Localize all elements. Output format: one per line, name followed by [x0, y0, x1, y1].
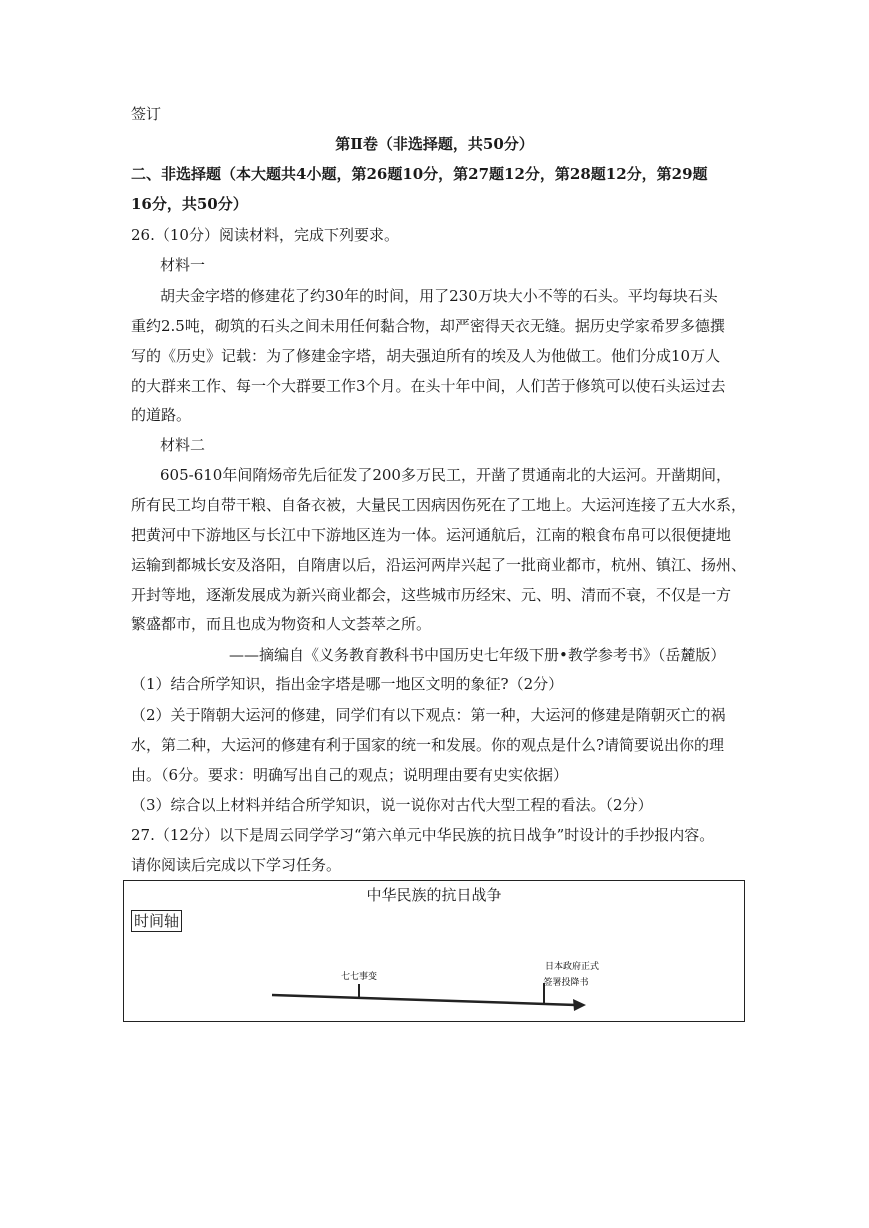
- q26-sub3: （3）综合以上材料并结合所学知识，说一说你对古代大型工程的看法。（2分）: [131, 796, 653, 814]
- timeline-event-marco-polo: 七七事变: [340, 972, 378, 982]
- material2-line: 开封等地，逐渐发展成为新兴商业都会，这些城市历经宋、元、明、清而不衰，不仅是一方: [131, 586, 732, 604]
- timeline-axis: [272, 995, 576, 1005]
- q27-stem-line1: 27.（12分）以下是周云同学学习“第六单元中华民族的抗日战争”时设计的手抄报内容。: [131, 826, 715, 844]
- q27-stem-line2: 请你阅读后完成以下学习任务。: [131, 856, 342, 874]
- q26-stem: 26.（10分）阅读材料，完成下列要求。: [131, 226, 399, 244]
- material2-line: 605-610年间隋炀帝先后征发了200多万民工，开凿了贯通南北的大运河。开凿期间，: [160, 466, 731, 484]
- material1-line: 写的《历史》记载：为了修建金字塔，胡夫强迫所有的埃及人为他做工。他们分成10万人: [131, 347, 721, 365]
- material2-line: 运输到都城长安及洛阳，自隋唐以后，沿运河两岸兴起了一批商业都市，杭州、镇江、扬州、: [131, 556, 747, 574]
- material1-line: 的道路。: [131, 406, 192, 424]
- material1-line: 重约2.5吨，砌筑的石头之间未用任何黏合物，却严密得天衣无缝。据历史学家希罗多德撰: [131, 317, 725, 335]
- material-source: ——摘编自《义务教育教科书中国历史七年级下册•教学参考书》（岳麓版）: [229, 646, 726, 664]
- material1-line: 的大群来工作、每一个大群要工作3个月。在头十年中间，人们苦于修筑可以使石头运过去: [131, 377, 726, 395]
- material2-line: 所有民工均自带干粮、自备衣被，大量民工因病因伤死在了工地上。大运河连接了五大水系，: [131, 496, 747, 514]
- handout-box: [123, 880, 745, 1022]
- q26-sub1: （1）结合所学知识，指出金字塔是哪一地区文明的象征?（2分）: [131, 675, 564, 693]
- header-sign: 签订: [131, 105, 162, 123]
- material2-line: 把黄河中下游地区与长江中下游地区连为一体。运河通航后，江南的粮食布帛可以很便捷地: [131, 526, 732, 544]
- section-heading-line1: 二、非选择题（本大题共4小题，第26题10分，第27题12分，第28题12分，第29题: [131, 165, 708, 183]
- q26-sub2-line: 由。（6分。要求：明确写出自己的观点；说明理由要有史实依据）: [131, 766, 569, 784]
- timeline-event-surrender-line1: 日本政府正式: [544, 962, 600, 972]
- material2-label: 材料二: [160, 436, 206, 454]
- section-heading-line2: 16分，共50分）: [131, 195, 248, 213]
- timeline-arrow-icon: [573, 999, 586, 1011]
- q26-sub2-line: 水，第二种，大运河的修建有利于国家的统一和发展。你的观点是什么?请简要说出你的理: [131, 736, 725, 754]
- material1-label: 材料一: [160, 256, 206, 274]
- q26-sub2-line: （2）关于隋朝大运河的修建，同学们有以下观点：第一种，大运河的修建是隋朝灭亡的祸: [131, 706, 726, 724]
- section-title: 第Ⅱ卷（非选择题，共50分）: [335, 135, 534, 153]
- timeline-event-surrender-line2: 签署投降书: [543, 978, 589, 988]
- material2-line: 繁盛都市，而且也成为物资和人文荟萃之所。: [131, 615, 432, 633]
- timeline-figure: [124, 881, 744, 1021]
- handout-title: 中华民族的抗日战争: [366, 886, 502, 904]
- material1-line: 胡夫金字塔的修建花了约30年的时间，用了230万块大小不等的石头。平均每块石头: [160, 287, 718, 305]
- timeline-label: 时间轴: [131, 910, 182, 932]
